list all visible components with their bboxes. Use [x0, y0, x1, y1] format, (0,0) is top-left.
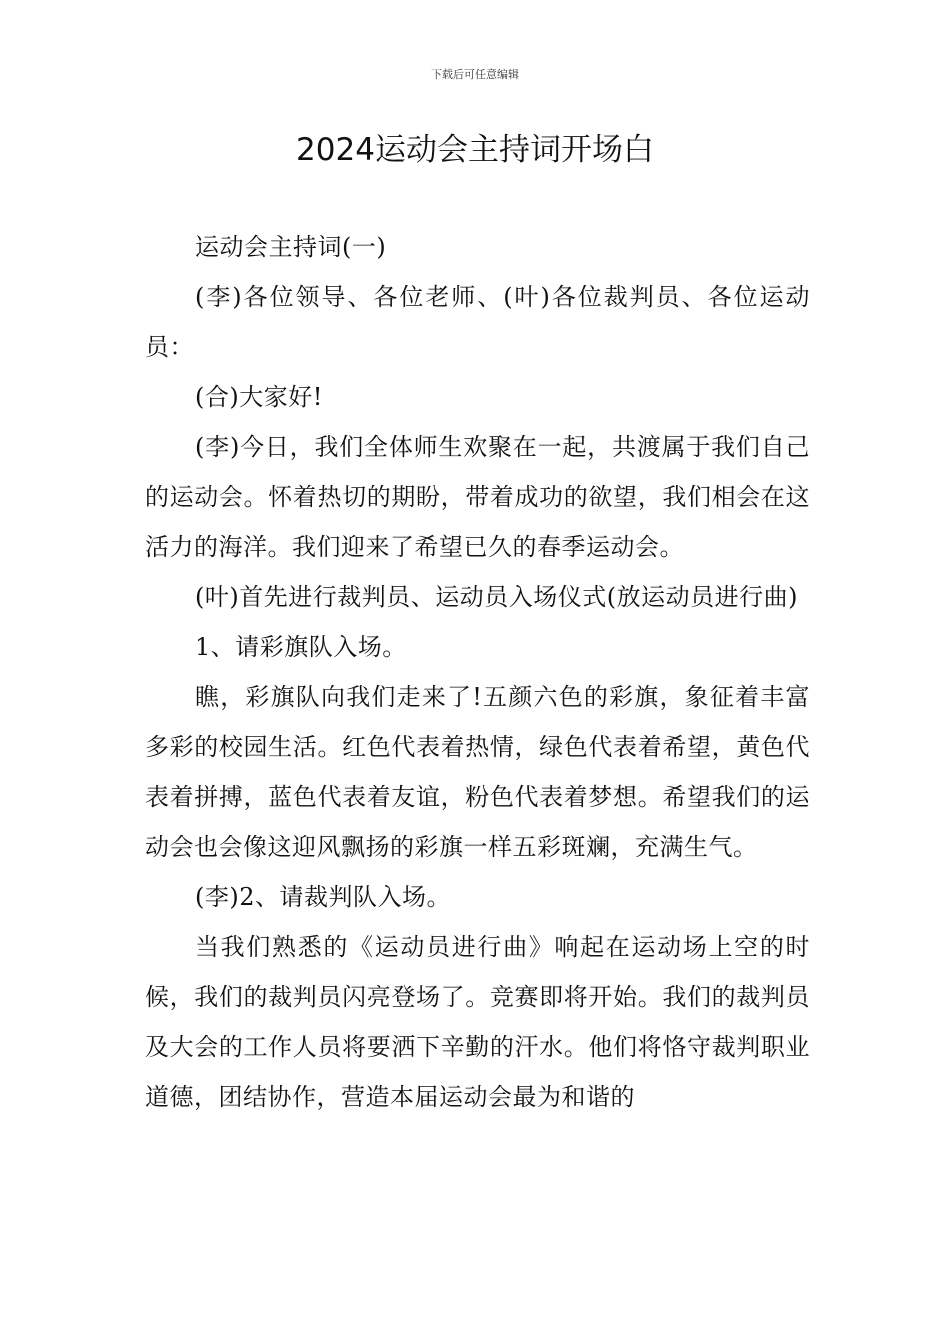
paragraph-entrance-ceremony: (叶)首先进行裁判员、运动员入场仪式(放运动员进行曲) [195, 583, 798, 611]
paragraph-hello: (合)大家好! [195, 383, 323, 411]
document-body [145, 222, 810, 1122]
paragraph-flag-team: 1、请彩旗队入场。 [195, 633, 407, 661]
document-title: 2024运动会主持词开场白 [296, 132, 654, 168]
paragraph-referee-team: (李)2、请裁判队入场。 [195, 883, 451, 911]
header-note: 下载后可任意编辑 [431, 68, 519, 81]
paragraph-greeting: (李)各位领导、各位老师、(叶)各位裁判员、各位运动员： [145, 283, 810, 361]
section-heading: 运动会主持词(一) [195, 233, 387, 261]
paragraph-flag-description: 瞧，彩旗队向我们走来了!五颜六色的彩旗，象征着丰富多彩的校园生活。红色代表着热情，绿色代表着希望，黄色代表着拼搏，蓝色代表着友谊，粉色代表着梦想。希望我们的运动会也会像这迎风飘扬的彩旗一样五彩斑斓，充满生气。 [145, 683, 810, 861]
paragraph-referee-description: 当我们熟悉的《运动员进行曲》响起在运动场上空的时候，我们的裁判员闪亮登场了。竞赛即将开始。我们的裁判员及大会的工作人员将要洒下辛勤的汗水。他们将恪守裁判职业道德，团结协作，营造本届运动会最为和谐的 [145, 933, 810, 1111]
paragraph-opening: (李)今日，我们全体师生欢聚在一起，共渡属于我们自己的运动会。怀着热切的期盼，带着成功的欲望，我们相会在这活力的海洋。我们迎来了希望已久的春季运动会。 [145, 433, 810, 561]
